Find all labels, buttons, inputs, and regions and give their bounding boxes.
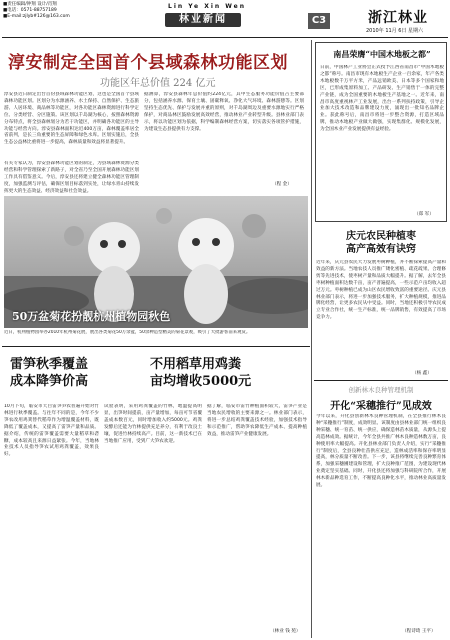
right-bottom-byline: （程诗琦 王平）: [402, 629, 436, 634]
bottom-headline-left: 雷笋秋季覆盖 成本降笋价高: [10, 357, 89, 389]
right-mid-byline: （杨 鑫）: [412, 371, 432, 376]
masthead-contact: [3, 2, 138, 20]
photo-overlay-text: 50万盆菊花扮靓杭州植物园秋色: [12, 310, 171, 323]
right-mid-text: 近年来，庆元县农民大力发展枣树种植，并不断探索提高产量和效益的新方法。当地农技人员推广矮化密植、疏花疏果、合理修剪等先进技术，使枣树产量和品质大幅提升。据了解，去年全县枣树种植面积达数千亩，亩产普遍提高，一些示范户亩均收入超过万元。枣树种植已成为山区农民增收致富的重要途径。庆元县林业部门表示，将进一步加强技术服务，扩大种植规模，推进品牌化经营，让更多农民从中受益。同时，当地还积极引导农民成立专业合作社，统一生产标准，统一品牌销售，有效提高了市场竞争力。: [316, 260, 446, 321]
lead-column-2: 据测算，淳安县森林年总价值约224亿元，其中生态服务功能价值占主要部分，包括涵养水源、保育土壤、固碳释氧、净化大气环境、森林游憩等。区划坚持生态优先、保护与发展并重的原则，对千岛湖周边及重要水源地实行严格保护，对商品林区鼓励发展高效经营，推动林业产业转型升级。县林业部门表示，将以功能区划为依据，科学编制森林经营方案，切实落实各项管护措施，为建设生态县提供有力支撑。: [144, 92, 304, 132]
date-line: 2010年 11月 6日 星期六: [366, 28, 424, 34]
lead-bottom-rule: [2, 346, 310, 347]
column-divider: [311, 40, 312, 638]
section-title: 林业新闻: [165, 13, 241, 27]
bottom-column-3: 据了解，临安市雷竹种植面积较大，雷笋产业是当地农民增收的主要来源之一。林业部门表示，将进一步总结鸡粪覆盖技术经验，加强技术指导和示范推广，帮助笋农降低生产成本、提高种植效益，推动雷笋产业健康发展。: [207, 404, 307, 437]
bottom-column-1: 10月下旬，临安市天目雷笋笋农普遍开始对竹林进行秋季覆盖。与往年不同的是，今年不少笋农改用鸡粪替代稻草作为增温覆盖材料，既降低了覆盖成本，又提高了雷笋产量和品质。据介绍，传统的雷笋覆盖需要大量稻草和砻糠，成本较高且来源日益紧张。今年，当地林业技术人员指导笋农试用鸡粪覆盖，效果良好。: [4, 404, 99, 458]
right-top-box: [315, 42, 447, 222]
masthead: [0, 0, 450, 38]
contact-line: ■责任编辑/钟翔 设计/肖翔: [3, 2, 57, 7]
contact-line: ■电话：0571-88757189: [3, 8, 57, 13]
right-bottom-text: 今年以来，开化县创新林木良种管理机制，在全县推行林木良种“采穗推行”制度，成效明显。该制度由县林业部门统一组织良种采穗、统一育苗、统一供应，确保造林苗木质量，从源头上提高造林成效。据统计，今年全县共推广林木良种造林数万亩，良种使用率大幅提高。开化县林业部门负责人介绍，实行“采穗推行”制度后，全县良种壮苗供应充足，造林成活率和保存率明显提高，林分质量不断改善。下一步，该县将继续完善良种繁育体系，加强采穗圃建设和管理，扩大良种推广范围，为建设现代林业奠定坚实基础。同时，开化县还将加强与科研院所合作，开展林木新品种选育工作，不断提高良种化水平，推动林业高质量发展。: [316, 414, 446, 489]
lead-headline: 淳安制定全国首个县域森林功能区划: [8, 53, 288, 73]
chrysanthemum-photo: [4, 196, 308, 328]
masthead-rule: [2, 37, 448, 38]
bottom-headline-right: 不用稻草用鸡粪 亩均增收5000元: [150, 357, 252, 389]
right-mid-headline: 庆元农民种植枣 高产高效有诀窍: [346, 231, 416, 255]
paper-name: 浙江林业: [368, 10, 428, 26]
bottom-column-2: 试验表明，采用鸡粪覆盖的竹林，地温提高明显，出笋时间提前，亩产量增加，每亩可节省覆盖成本数百元，同时增加收入约5000元。鸡粪发酵后还能为竹林提供充足养分，有利于改良土壤，促进竹林持续高产。目前，这一新技术已在当地推广应用，受到广大笋农欢迎。: [104, 404, 202, 444]
lead-column-3: 有关专家认为，淳安县森林功能区划的制定，为县域森林资源分类经营和科学管理探索了新路子，对全省乃至全国开展森林功能区划工作具有借鉴意义。今后，淳安县还将建立健全森林功能区管理制度，加强监测与评估，确保区划目标落到实处，让绿水青山持续发挥更大的生态效益、经济效益和社会效益。: [4, 161, 139, 194]
right-top-headline: 南昌荣膺“中国木地板之都”: [333, 49, 431, 59]
bottom-byline: （林业 钱 苑）: [270, 629, 301, 634]
right-mid-rule: [314, 380, 448, 381]
lead-subheadline: 功能区年总价值 224 亿元: [100, 78, 216, 89]
page-code-badge: C3: [308, 13, 330, 29]
pinyin-label: Lin Ye Xin Wen: [168, 3, 246, 10]
contact-line: ■E-mail:zjlyb#126@163.com: [3, 14, 70, 19]
right-top-text: 日前，中国林产工业协会正式授予江西省南昌市“中国木地板之都”称号。南昌市现有木地板生产企业一百余家，年产各类木地板数千万平方米，产品远销欧美、日本等多个国家和地区，已形成集原料加工、产品研发、生产销售于一体的完整产业链，成为全国重要的木地板生产基地之一。近年来，南昌市高度重视林产工业发展，出台一系列扶持政策，引导企业加大技术改造和品牌建设力度，涌现出一批知名品牌企业。获此称号后，南昌市将进一步整合资源，打造区域品牌，推动木地板产业做大做强，实现集群化、规模化发展，为全国木业产业发展提供有益经验。: [320, 65, 444, 133]
photo-caption: 近日，杭州植物园举办2010年杭州菊花展，展出各类菊花50万余盆，50余种造型精美的菊花景观，吸引了大批游客前来观赏。: [4, 330, 251, 335]
right-bottom-headline: 开化“采穗推行”见成效: [330, 401, 432, 412]
lead-column-1: 淳安县近日制定出台首份县域森林功能区划，这也是全国首个县域森林功能区划。区划分为水源涵养、水土保持、自然保护、生态旅游、人居环境、商品林等功能区，对各功能区森林资源进行科学定位、分类经营、分区施策。该区划以千岛湖为核心，按照森林资源分布特点，将全县森林划分为若干功能区，并明确各功能区的主导功能与经营方向。淳安县森林面积达近400万亩，森林覆盖率居全省前列，是长三角重要的生态屏障和绿色水库。区划实施后，全县生态公益林比重将进一步提高，森林质量和效益将显著提升。: [4, 92, 139, 146]
right-top-byline: （郑 军）: [414, 212, 434, 217]
lead-byline: （程 金）: [272, 182, 292, 187]
right-bottom-kicker: 创新林木良种管理机制: [348, 386, 414, 394]
